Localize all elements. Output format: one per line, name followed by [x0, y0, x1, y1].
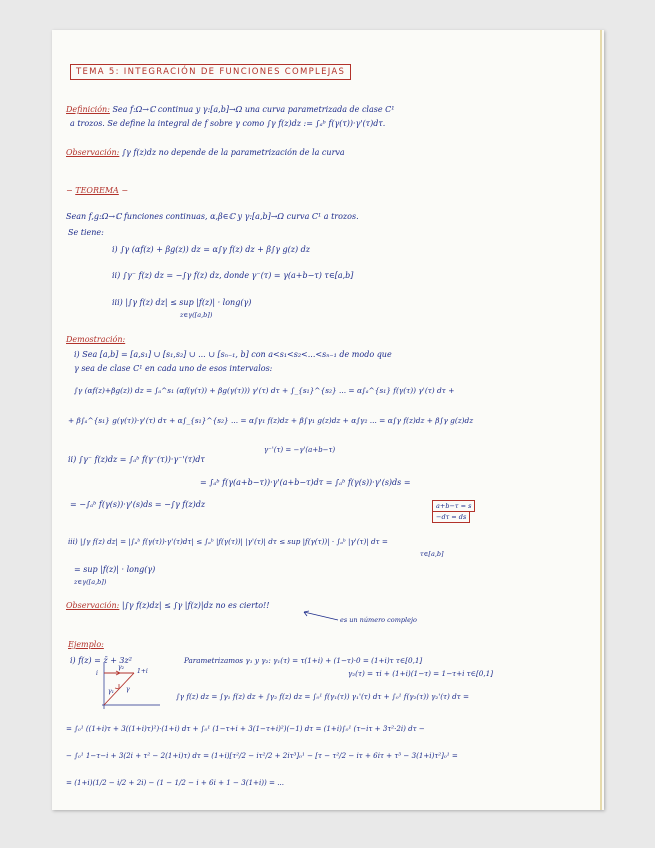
label-gamma: γ — [126, 686, 130, 693]
example-integral-line: ∫γ f(z) dz = ∫γ₁ f(z) dz + ∫γ₂ f(z) dz = ∫₀¹ f(γ₁(τ)) γ₁'(τ) dτ + ∫₀¹ f(γ₂(τ)) γ₂'(τ) dτ = — [176, 692, 470, 701]
theorem-label: − TEOREMA − — [66, 186, 129, 195]
theorem-line-2: Se tiene: — [68, 228, 104, 237]
proof-i-line-2: γ sea de clase C¹ en cada uno de esos intervalos: — [74, 364, 273, 373]
substitution-box-1: a+b−τ = s — [432, 500, 475, 512]
definition-line-1 — [66, 105, 394, 115]
observation-2-note: es un número complejo — [340, 616, 417, 624]
observation-2-text: |∫γ f(z)dz| ≤ ∫γ |f(z)|dz no es cierto!! — [121, 601, 270, 610]
proof-iii-line-1: iii) |∫γ f(z) dz| = |∫ₐᵇ f(γ(τ))·γ'(τ)dτ| ≤ ∫ₐᵇ |f(γ(τ))| |γ'(τ)| dτ ≤ sup |f(γ(τ))| · ∫ₐᵇ |γ'(τ)| dτ = — [68, 537, 388, 546]
proof-i-line-1: i) Sea [a,b] = [a,s₁] ∪ [s₁,s₂] ∪ ... ∪ [sₙ₋₁, b] con a<s₁<s₂<...<sₙ₋₁ de modo que — [74, 350, 392, 359]
label-gamma-2: γ₂ — [118, 664, 124, 671]
page-title: TEMA 5: INTEGRACIÓN DE FUNCIONES COMPLEJAS — [70, 64, 351, 80]
label-one-plus-i: 1+i — [137, 668, 148, 675]
theorem-item-ii: ii) ∫γ⁻ f(z) dz = −∫γ f(z) dz, donde γ⁻(τ) = γ(a+b−τ) τ∈[a,b] — [112, 271, 354, 280]
example-label: Ejemplo: — [68, 640, 104, 649]
proof-i-line-4: + β∫ₐ^{s₁} g(γ(τ))·γ'(τ) dτ + α∫_{s₁}^{s₂} ... = α∫γ₁ f(z)dz + β∫γ₁ g(z)dz + α∫γ₂ ... = α∫γ f(z)dz + β∫γ g(z)dz — [68, 416, 474, 425]
observation-1-text: ∫γ f(z)dz no depende de la parametrización de la curva — [121, 148, 345, 157]
example-line-c: = (1+i)(1/2 − i/2 + 2i) − (1 − 1/2 − i + 6i + 1 − 3(1+i)) = ... — [66, 778, 285, 787]
proof-iii-line-2-sub: z∈γ([a,b]) — [74, 578, 107, 586]
theorem-line-1: Sean f,g:Ω→ℂ funciones continuas, α,β∈ℂ y γ:[a,b]→Ω curva C¹ a trozos. — [66, 212, 359, 221]
observation-2-label: Observación: — [66, 601, 120, 610]
example-function: i) f(z) = z̄ + 3z² — [70, 656, 132, 665]
proof-ii-line-2: = ∫ₐᵇ f(γ(a+b−τ))·γ'(a+b−τ)dτ = ∫ₐᵇ f(γ(s))·γ'(s)ds = — [200, 478, 411, 487]
example-param-1: Parametrizamos γ₁ y γ₂: γ₁(τ) = τ(1+i) + (1−τ)·0 = (1+i)τ τ∈[0,1] — [184, 656, 423, 665]
example-param-2: γ₂(τ) = τi + (1+i)(1−τ) = 1−τ+i τ∈[0,1] — [348, 669, 494, 678]
theorem-item-iii: iii) |∫γ f(z) dz| ≤ sup |f(z)| · long(γ) — [112, 298, 252, 307]
proof-ii-line-1: ii) ∫γ⁻ f(z)dz = ∫ₐᵇ f(γ⁻(τ))·γ⁻'(τ)dτ — [68, 455, 205, 464]
example-line-b: − ∫₀¹ 1−τ−i + 3(2i + τ² − 2(1+i)τ) dτ = (1+i)[τ²/2 − iτ²/2 + 2iτ³]₀¹ − [τ − τ²/2 − iτ + 6iτ + τ³ − 3(1+i)τ²]₀¹ = — [66, 751, 458, 760]
theorem-item-iii-sub: z∈γ([a,b]) — [180, 311, 213, 319]
proof-ii-note: γ⁻'(τ) = −γ'(a+b−τ) — [264, 446, 336, 454]
label-i: i — [96, 670, 98, 677]
path-diagram — [94, 661, 164, 711]
proof-label: Demostración: — [66, 335, 126, 344]
observation-1 — [66, 148, 345, 158]
label-gamma-1: γ₁ — [108, 688, 114, 695]
proof-iii-sub: τ∈[a,b] — [420, 550, 444, 558]
observation-2 — [66, 601, 269, 611]
definition-label: Definición: — [66, 105, 110, 114]
definition-text-1: Sea f:Ω→ℂ continua y γ:[a,b]→Ω una curva parametrizada de clase C¹ — [112, 105, 395, 114]
substitution-box-2: −dτ = ds — [432, 511, 470, 523]
proof-iii-line-2: = sup |f(z)| · long(γ) — [74, 565, 156, 574]
observation-1-label: Observación: — [66, 148, 120, 157]
annotation-arrow — [300, 610, 340, 624]
proof-ii-line-3: = −∫ₐᵇ f(γ(s))·γ'(s)ds = −∫γ f(z)dz — [70, 500, 206, 509]
gamma-1-arrow — [115, 684, 119, 689]
proof-i-line-3: ∫γ (αf(z)+βg(z)) dz = ∫ₐ^s₁ (αf(γ(τ)) + βg(γ(τ))) γ'(τ) dτ + ∫_{s₁}^{s₂} ... = α∫ₐ^{s₁} f(γ(τ)) γ'(τ) dτ + — [74, 386, 455, 395]
notebook-page — [52, 30, 604, 810]
page-edge — [600, 30, 602, 810]
theorem-item-i: i) ∫γ (αf(z) + βg(z)) dz = α∫γ f(z) dz + β∫γ g(z) dz — [112, 245, 310, 254]
example-line-a: = ∫₀¹ ((1+i)τ + 3((1+i)τ)²)·(1+i) dτ + ∫₀¹ (1−τ+i + 3(1−τ+i)²)(−1) dτ = (1+i)∫₀¹ (τ−iτ + 3τ²·2i) dτ − — [66, 724, 425, 733]
definition-line-2: a trozos. Se define la integral de f sobre γ como ∫γ f(z)dz := ∫ₐᵇ f(γ(τ))·γ'(τ)dτ. — [70, 119, 386, 128]
